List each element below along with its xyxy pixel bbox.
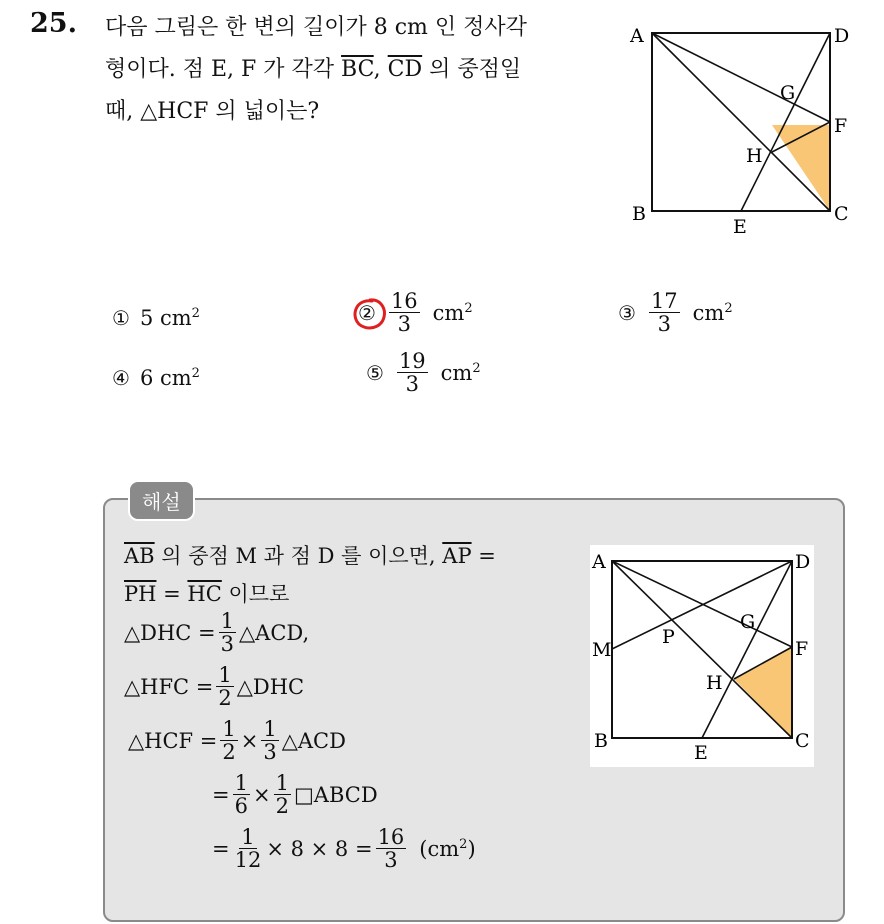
choice-5-den: 3 xyxy=(405,372,419,397)
sol-label-p: P xyxy=(662,626,675,648)
sol-seg-ph: $\overline{PH}$ xyxy=(124,582,157,606)
choice-2-sup: 2 xyxy=(464,300,473,316)
sol-l3-post: △ACD, xyxy=(239,620,310,645)
choice-5-sup: 2 xyxy=(472,360,481,376)
label-b: B xyxy=(632,203,646,225)
choice-4-marker: ④ xyxy=(112,366,130,390)
segment-bc: $\overline{BC}$ xyxy=(341,57,374,82)
sol-l7-n2: 16 xyxy=(377,825,405,849)
solution-line-3 xyxy=(124,610,309,655)
choice-2-marker xyxy=(358,301,376,325)
question-line-2-pre: 형이다. 점 E, F 가 각각 xyxy=(105,57,342,82)
choice-2[interactable] xyxy=(358,290,473,335)
sol-l5-d2: 3 xyxy=(263,740,277,765)
choice-4[interactable] xyxy=(112,366,200,390)
sol-l4-pre: △HFC = xyxy=(124,674,214,699)
question-line-3: 때, △HCF 의 넓이는? xyxy=(105,99,320,124)
choice-2-den: 3 xyxy=(397,312,411,337)
solution-tag: 해설 xyxy=(128,480,195,521)
sol-l6-times: × xyxy=(252,782,271,807)
label-e: E xyxy=(733,216,747,238)
sol-label-d: D xyxy=(795,551,811,573)
solution-line-5 xyxy=(128,718,346,763)
sol-l3-pre: △DHC = xyxy=(124,620,216,645)
solution-line-4 xyxy=(124,664,304,709)
choice-2-num: 16 xyxy=(390,289,418,313)
choice-1-value: 5 cm xyxy=(139,306,192,330)
sol-l5-pre: △HCF = xyxy=(128,728,218,753)
sol-l3-num: 1 xyxy=(220,609,235,633)
sol-l3-den: 3 xyxy=(220,632,235,657)
sol-label-m: M xyxy=(592,639,612,661)
choice-5-unit: cm xyxy=(440,360,473,385)
sol-l6-n2: 1 xyxy=(275,771,289,795)
sol-seg-ap: $\overline{AP}$ xyxy=(442,544,472,568)
label-d: D xyxy=(834,25,850,47)
choice-3-num: 17 xyxy=(650,289,678,313)
choice-5-marker: ⑤ xyxy=(366,360,384,385)
comma: , xyxy=(373,57,388,82)
solution-line-2 xyxy=(124,578,289,608)
sol-l7-eq: = xyxy=(212,836,230,861)
sol-label-b: B xyxy=(594,730,608,752)
sol-l5-d1: 2 xyxy=(222,740,236,765)
label-f: F xyxy=(834,115,848,137)
sol-label-h: H xyxy=(706,672,723,694)
sol-l2-eq: = xyxy=(156,582,188,606)
answer-circle-mark xyxy=(350,295,390,333)
sol-label-c: C xyxy=(795,730,810,752)
sol-l6-d2: 2 xyxy=(275,794,289,819)
solution-line-7 xyxy=(212,826,476,871)
sol-l1-eq: = xyxy=(471,544,496,568)
choice-4-sup: 2 xyxy=(191,366,200,381)
sol-l6-eq: = xyxy=(212,782,230,807)
sol-label-f: F xyxy=(795,638,809,660)
sol-l5-post: △ACD xyxy=(281,728,346,753)
sol-l4-post: △DHC xyxy=(236,674,305,699)
choice-3-marker: ③ xyxy=(618,300,636,325)
solution-line-6 xyxy=(212,772,378,817)
sol-l2-post: 이므로 xyxy=(221,582,290,606)
sol-l5-n2: 1 xyxy=(263,717,277,741)
question-figure xyxy=(620,15,860,245)
sol-l7-unit: (cm xyxy=(419,836,460,861)
solution-figure xyxy=(590,545,814,767)
diagonal-ac xyxy=(652,33,830,211)
label-c: C xyxy=(834,203,849,225)
choice-1-marker: ① xyxy=(112,306,130,330)
sol-l6-n1: 1 xyxy=(234,771,248,795)
question-number: 25. xyxy=(30,8,77,39)
question-line-2-post: 의 중점일 xyxy=(422,57,522,82)
choice-2-unit: cm xyxy=(432,300,465,325)
sol-l7-d2: 3 xyxy=(384,848,398,873)
sol-l1-mid: 의 중점 M 과 점 D 를 이으면, xyxy=(154,544,443,568)
question-line-2 xyxy=(105,52,521,83)
choice-1-sup: 2 xyxy=(191,306,200,321)
choice-4-value: 6 cm xyxy=(139,366,192,390)
choice-5[interactable] xyxy=(366,350,481,395)
choice-3[interactable] xyxy=(618,290,733,335)
choice-3-den: 3 xyxy=(657,312,671,337)
choice-5-num: 19 xyxy=(398,349,426,373)
sol-l5-n1: 1 xyxy=(222,717,236,741)
sol-seg-ab: $\overline{AB}$ xyxy=(124,544,155,568)
sol-label-e: E xyxy=(694,742,708,764)
choice-2-marker-glyph: ② xyxy=(358,300,376,325)
label-h: H xyxy=(746,145,763,167)
sol-l6-d1: 6 xyxy=(234,794,248,819)
sol-l7-n1: 1 xyxy=(241,825,255,849)
choice-3-sup: 2 xyxy=(724,300,733,316)
sol-l4-den: 2 xyxy=(218,686,232,711)
sol-l4-num: 1 xyxy=(218,663,232,687)
label-a: A xyxy=(630,25,644,47)
question-line-1: 다음 그림은 한 변의 길이가 8 cm 인 정사각 xyxy=(105,15,527,40)
sol-l6-post: □ABCD xyxy=(293,782,378,807)
sol-l5-times: × xyxy=(240,728,259,753)
choice-3-unit: cm xyxy=(692,300,725,325)
segment-cd: $\overline{CD}$ xyxy=(387,57,423,82)
sol-seg-hc: $\overline{HC}$ xyxy=(187,582,222,606)
sol-label-g: G xyxy=(740,611,756,633)
sol-l7-mid: × 8 × 8 = xyxy=(266,836,373,861)
segment-af xyxy=(652,33,830,122)
sol-l7-d1: 12 xyxy=(234,848,262,873)
sol-l7-close: ) xyxy=(467,836,476,861)
label-g: G xyxy=(780,82,796,104)
solution-line-1 xyxy=(124,540,496,570)
sol-label-a: A xyxy=(592,551,606,573)
choice-1[interactable] xyxy=(112,306,200,330)
sol-l7-sup: 2 xyxy=(459,836,468,852)
